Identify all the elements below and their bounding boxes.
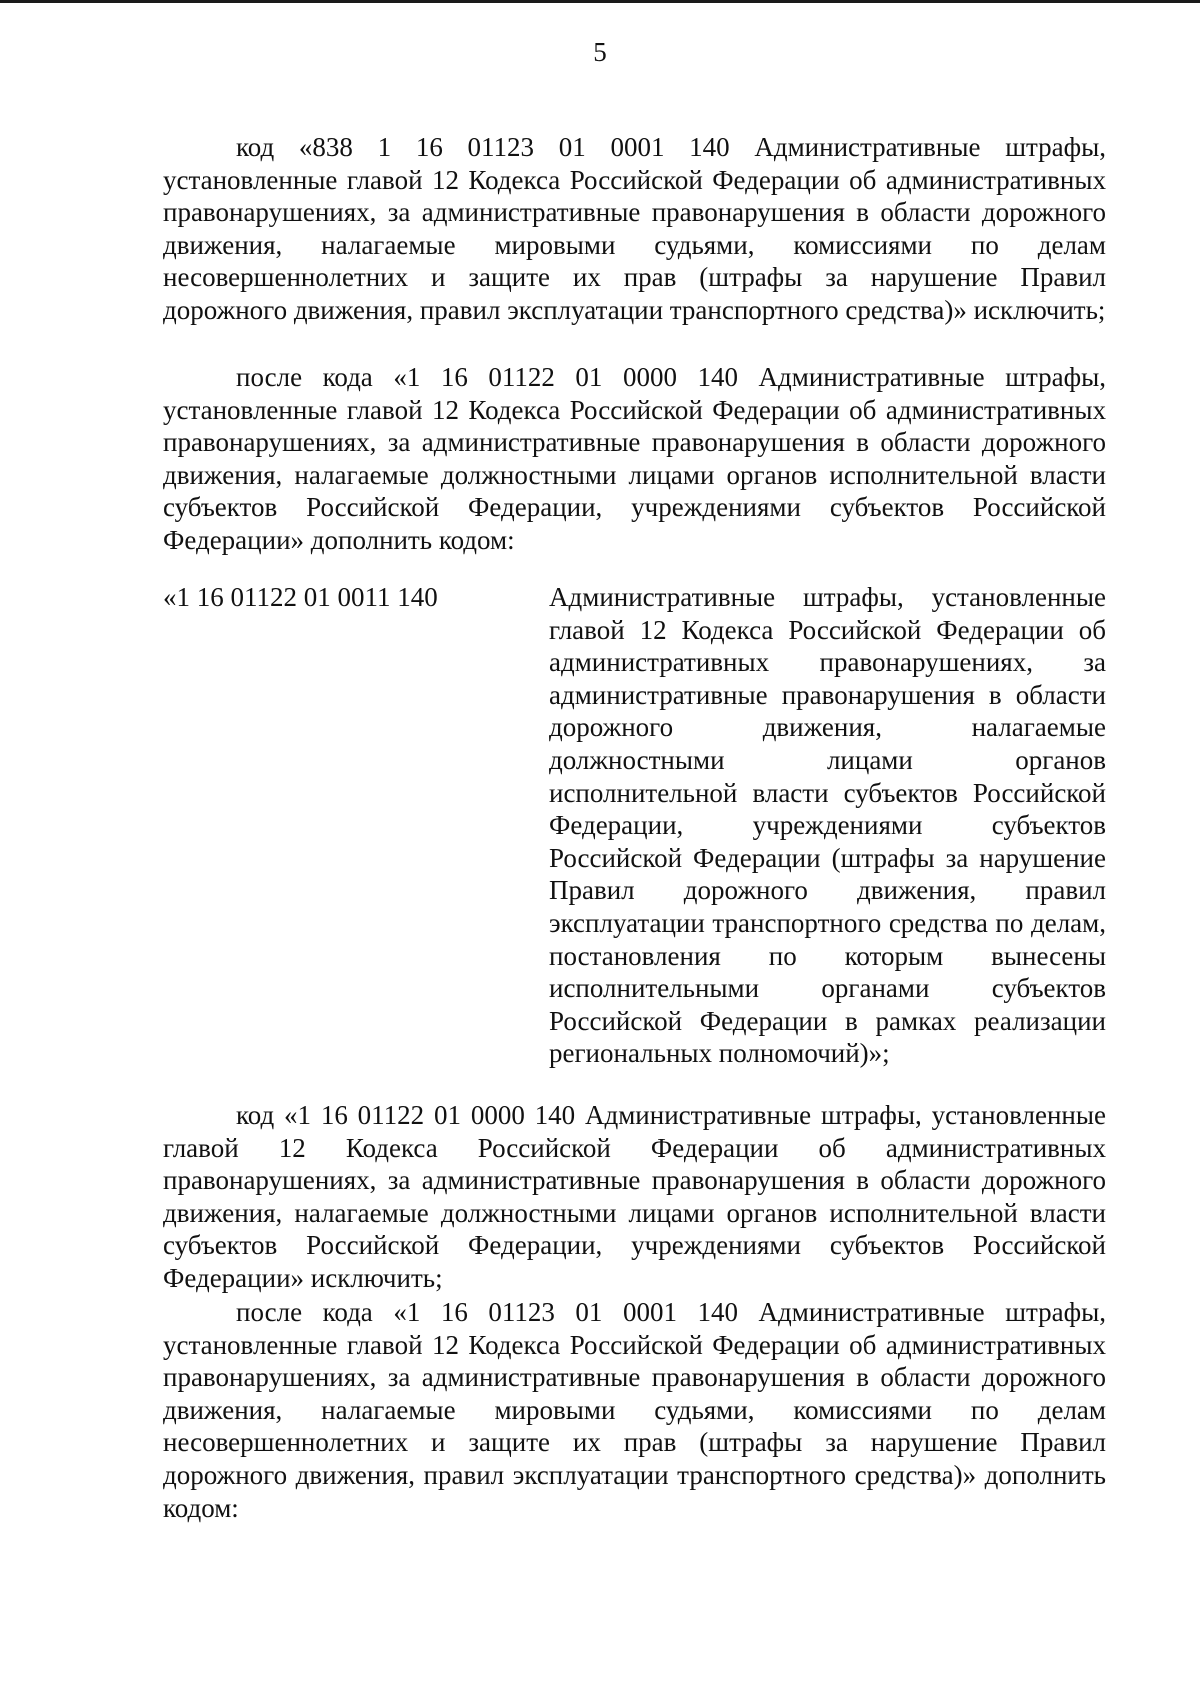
paragraph-text: код «1 16 01122 01 0000 140 Административные штрафы, установленные главой 12 Кодекса Российской Федерации об административных правонарушениях, за административные правонарушения в области дорожного движения, налагаемые должностными лицами органов исполнительной власти субъектов Российской Федерации, учреждениями субъектов Российской Федерации» исключить;: [163, 1100, 1106, 1293]
top-border-line: [0, 0, 1200, 3]
paragraph-add-after-code-01122: [163, 361, 1106, 557]
page-number: 5: [593, 37, 607, 67]
paragraph-delete-code-01122: [163, 1099, 1106, 1295]
paragraph-delete-code-838: [163, 131, 1106, 327]
paragraph-text: после кода «1 16 01122 01 0000 140 Административные штрафы, установленные главой 12 Кодекса Российской Федерации об административных правонарушениях, за административные правонарушения в области дорожного движения, налагаемые должностными лицами органов исполнительной власти субъектов Российской Федерации, учреждениями субъектов Российской Федерации» дополнить кодом:: [163, 362, 1106, 555]
budget-code-description: Административные штрафы, установленные главой 12 Кодекса Российской Федерации об административных правонарушениях, за административные правонарушения в области дорожного движения, налагаемые должностными лицами органов исполнительной власти субъектов Российской Федерации, учреждениями субъектов Российской Федерации (штрафы за нарушение Правил дорожного движения, правил эксплуатации транспортного средства по делам, постановления по которым вынесены исполнительными органами субъектов Российской Федерации в рамках реализации региональных полномочий)»;: [549, 582, 1106, 1069]
paragraph-text: код «838 1 16 01123 01 0001 140 Административные штрафы, установленные главой 12 Кодекса Российской Федерации об административных правонарушениях, за административные правонарушения в области дорожного движения, налагаемые мировыми судьями, комиссиями по делам несовершеннолетних и защите их прав (штрафы за нарушение Правил дорожного движения, правил эксплуатации транспортного средства)» исключить;: [163, 132, 1106, 325]
budget-code: «1 16 01122 01 0011 140: [163, 582, 438, 612]
paragraph-text: после кода «1 16 01123 01 0001 140 Административные штрафы, установленные главой 12 Кодекса Российской Федерации об административных правонарушениях, за административные правонарушения в области дорожного движения, налагаемые мировыми судьями, комиссиями по делам несовершеннолетних и защите их прав (штрафы за нарушение Правил дорожного движения, правил эксплуатации транспортного средства)» дополнить кодом:: [163, 1297, 1106, 1523]
paragraph-add-after-code-01123: [163, 1296, 1106, 1524]
